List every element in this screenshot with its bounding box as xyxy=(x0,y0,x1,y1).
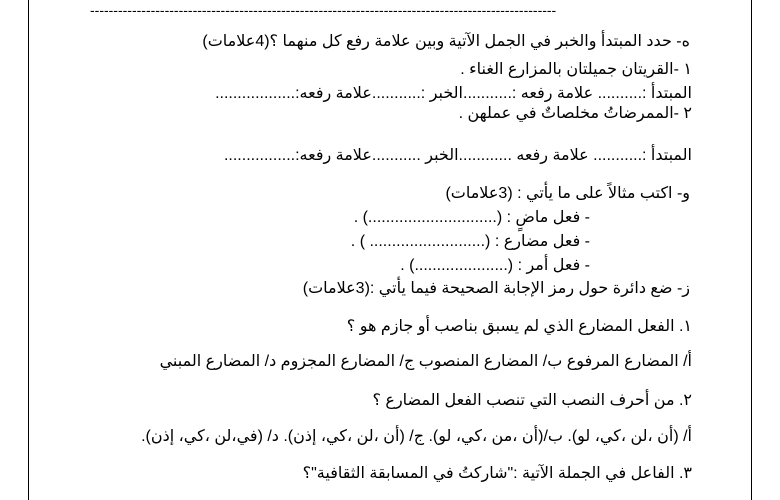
section-z-question-1: ١. الفعل المضارع الذي لم يسبق بناصب أو جازم هو ؟ xyxy=(346,318,692,335)
section-z-question-2: ٢. من أحرف النصب التي تنصب الفعل المضارع ؟ xyxy=(372,392,692,409)
section-w-item-past-verb: - فعل ماضٍ : (.............................) . xyxy=(353,209,590,226)
section-z-question-3: ٣. الفاعل في الجملة الآتية :"شاركتُ في المسابقة الثقافية"؟ xyxy=(302,465,692,482)
section-z-heading: ز- ضع دائرة حول رمز الإجابة الصحيحة فيما يأتي :(3علامات) xyxy=(302,280,690,297)
section-w-item-imperative-verb: - فعل أمر : (.....................) . xyxy=(400,257,590,274)
dashed-separator: ---------------------------------------------------------------------------------------------------- xyxy=(90,2,557,18)
section-z-question-1-options: أ/ المضارع المرفوع ب/ المضارع المنصوب ج/ المضارع المجزوم د/ المضارع المبني xyxy=(159,353,692,370)
section-w-heading: و- اكتب مثالاً على ما يأتي : (3علامات) xyxy=(445,185,690,202)
section-e-question-2: ٢ -الممرضاتُ مخلصاتٌ في عملهن . xyxy=(458,105,692,122)
section-e-answer-2: المبتدأ :........... علامة رفعه ............الخبر ...........علامة رفعه:................ xyxy=(223,147,692,164)
section-e-question-1: ١ -القريتان جميلتان بالمزارع الغناء . xyxy=(460,61,692,78)
section-z-question-2-options: أ/ (أن ،لن ،كي، لو). ب/(أن ،من ،كي، لو). ج/ (أن ،لن ،كي، إذن). د/ (في،لن ،كي، إذن). xyxy=(141,428,692,445)
section-e-heading: ه- حدد المبتدأ والخبر في الجمل الآتية وبين علامة رفع كل منهما ؟(4علامات) xyxy=(202,33,690,50)
section-e-answer-1: المبتدأ :.......... علامة رفعه :...........الخبر :...........علامة رفعه:.................. xyxy=(215,85,692,102)
section-w-item-present-verb: - فعل مضارع : (.......................... ) . xyxy=(350,233,590,250)
right-border-line xyxy=(751,0,752,500)
left-border-line xyxy=(28,0,29,500)
